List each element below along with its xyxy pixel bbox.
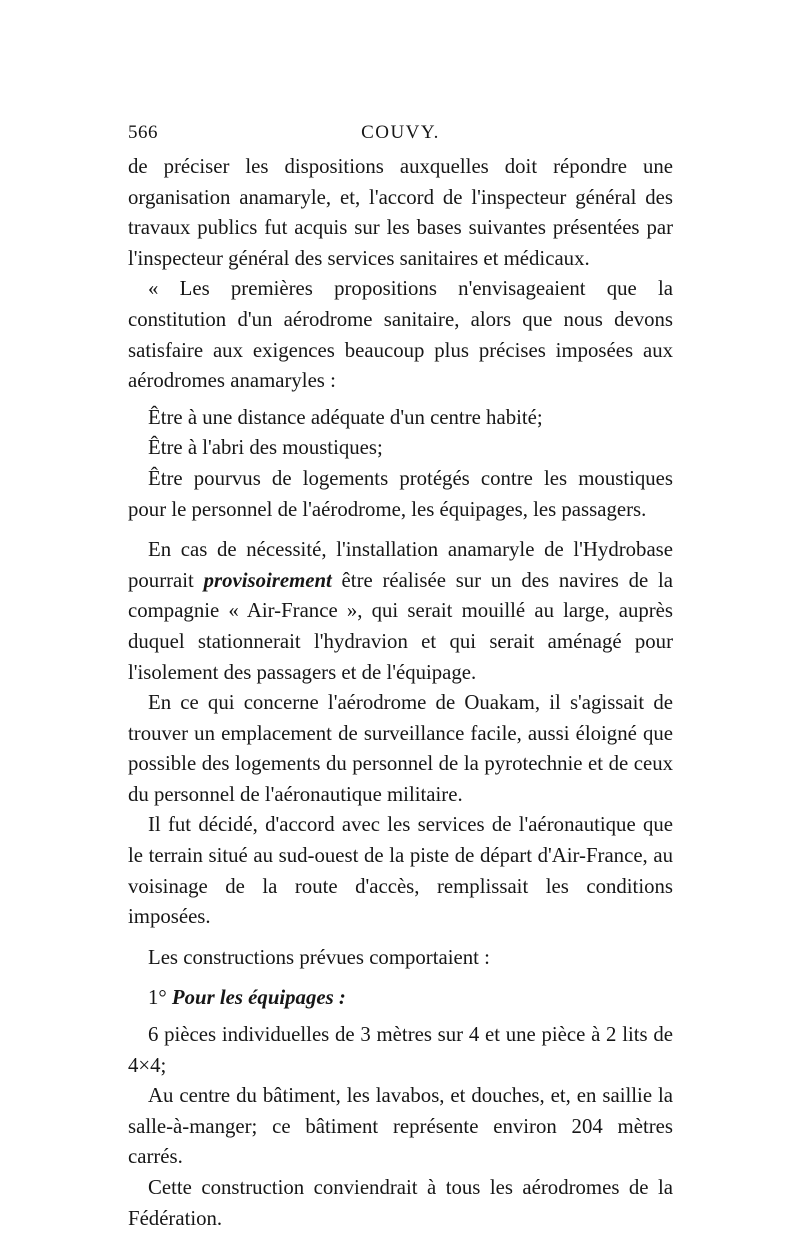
paragraph-propositions: « Les premières propositions n'envisageaient que la constitution d'un aérodrome sanitaire, alors que nous devons satisfaire aux exigences beaucoup plus précises imposées aux aérodromes anamaryles :: [128, 277, 673, 393]
list-item-distance: Être à une distance adéquate d'un centre habité;: [148, 405, 543, 429]
running-title: COUVY.: [361, 122, 440, 143]
hydrobase-text-before: En cas de nécessité, l'installation anamaryle de l'Hydrobase pourrait: [128, 538, 673, 592]
paragraph-continuation: de préciser les dispositions auxquelles doit répondre une organisation anamaryle, et, l'accord de l'inspecteur général des travaux publics fut acquis sur les bases suivantes présentées par l'inspecteur général des services sanitaires et médicaux.: [128, 155, 673, 270]
body-text: [128, 152, 673, 1234]
page-number: 566: [128, 122, 158, 143]
paragraph-constructions: Les constructions prévues comportaient :: [148, 945, 490, 969]
provisoirement-emphasis: provisoirement: [203, 568, 332, 592]
paragraph-batiment: Au centre du bâtiment, les lavabos, et douches, et, en saillie la salle-à-manger; ce bâtiment représente environ 204 mètres carrés.: [128, 1084, 673, 1169]
paragraph-federation: Cette construction conviendrait à tous les aérodromes de la Fédération.: [128, 1176, 673, 1230]
section-title: Pour les équipages :: [171, 986, 346, 1010]
section-number: 1°: [148, 986, 172, 1010]
paragraph-hydrobase: [128, 535, 673, 688]
list-item-logements: Être pourvus de logements protégés contre les moustiques pour le personnel de l'aérodrome, les équipages, les passagers.: [128, 466, 673, 521]
section-heading-equipages: [128, 983, 673, 1014]
paragraph-pieces: 6 pièces individuelles de 3 mètres sur 4 et une pièce à 2 lits de 4×4;: [128, 1023, 673, 1077]
paragraph-ouakam: En ce qui concerne l'aérodrome de Ouakam, il s'agissait de trouver un emplacement de surveillance facile, aussi éloigné que possible des logements du personnel de la pyrotechnie et de ceux du personnel de l'aéronautique militaire.: [128, 691, 673, 806]
running-head: [128, 122, 673, 152]
hydrobase-text-after: être réalisée sur un des navires de la compagnie « Air-France », qui serait mouillé au large, auprès duquel stationnerait l'hydravion et qui serait aménagé pour l'isolement des passagers et de l'équipage.: [128, 568, 673, 684]
list-item-moustiques: Être à l'abri des moustiques;: [148, 436, 383, 460]
paragraph-decision: Il fut décidé, d'accord avec les services de l'aéronautique que le terrain situé au sud-ouest de la piste de départ d'Air-France, au voisinage de la route d'accès, remplissait les conditions imposées.: [128, 813, 673, 929]
